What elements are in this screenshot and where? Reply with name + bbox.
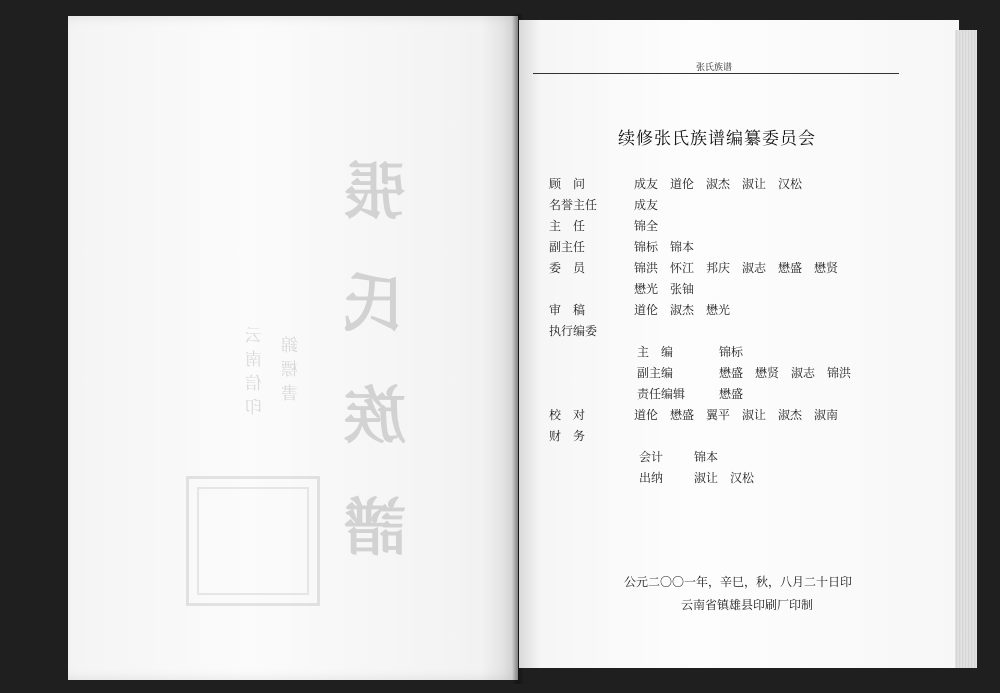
show-through-column-mark: 錦 標 書 <box>281 336 298 404</box>
header-rule <box>533 73 899 74</box>
print-date: 公元二〇〇一年，辛巳，秋，八月二十日印 <box>624 575 853 589</box>
finance-label: 财 务 <box>549 429 586 443</box>
role-names: 成友 道伦 淑杰 淑让 汉松 <box>634 177 803 191</box>
show-through-column-mark: 云 南 信 印 <box>245 326 262 418</box>
role-names: 道伦 淑杰 懋光 <box>634 303 731 317</box>
role-names: 锦全 <box>634 219 659 233</box>
exec-editor-names: 懋盛 <box>719 387 744 401</box>
exec-editor-title: 主 编 <box>637 345 674 359</box>
role-label: 执行编委 <box>549 324 598 338</box>
role-label: 主 任 <box>549 219 586 233</box>
exec-editor-title: 责任编辑 <box>637 387 686 401</box>
printer-name: 云南省镇雄县印刷厂印制 <box>681 598 814 612</box>
proofread-label: 校 对 <box>549 408 586 422</box>
show-through-seal-mark <box>186 476 320 606</box>
exec-editor-names: 锦标 <box>719 345 744 359</box>
role-label: 副主任 <box>549 240 586 254</box>
exec-editor-names: 懋盛 懋贤 淑志 锦洪 <box>719 366 852 380</box>
finance-staff-names: 淑让 汉松 <box>694 471 755 485</box>
finance-staff-title: 出纳 <box>639 471 664 485</box>
role-names: 成友 <box>634 198 659 212</box>
page-edges <box>955 30 977 668</box>
exec-editor-title: 副主编 <box>637 366 674 380</box>
role-label: 委 员 <box>549 261 586 275</box>
role-names: 锦洪 怀江 邦庆 淑志 懋盛 懋贤 <box>634 261 839 275</box>
role-label: 审 稿 <box>549 303 586 317</box>
role-names: 锦标 锦本 <box>634 240 695 254</box>
left-page <box>68 16 518 680</box>
finance-staff-names: 锦本 <box>694 450 719 464</box>
finance-staff-title: 会计 <box>639 450 664 464</box>
committee-title: 续修张氏族谱编纂委员会 <box>618 129 816 149</box>
role-label: 名誉主任 <box>549 198 598 212</box>
running-head: 张氏族谱 <box>696 63 733 73</box>
show-through-title-mark: 張 氏 族 譜 <box>344 155 407 564</box>
proofread-names: 道伦 懋盛 翼平 淑让 淑杰 淑南 <box>634 408 839 422</box>
role-label: 顾 问 <box>549 177 586 191</box>
role-names: 懋光 张铀 <box>634 282 695 296</box>
